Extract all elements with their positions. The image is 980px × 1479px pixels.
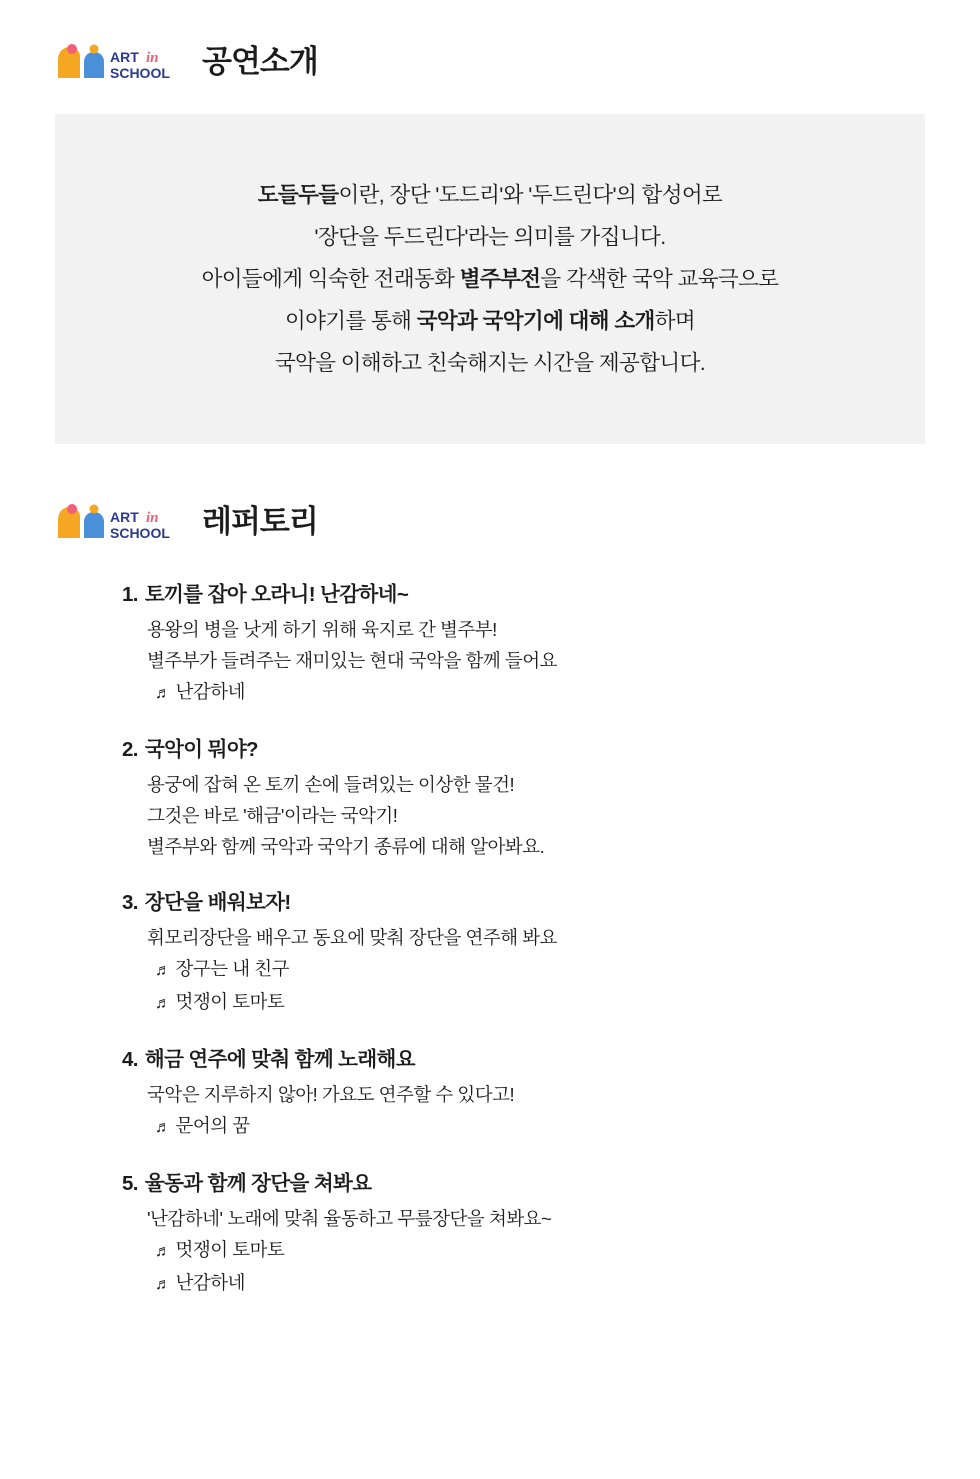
intro-run: '장단을 두드린다'라는 의미를 가집니다. — [314, 225, 666, 249]
intro-emphasis: 도들두들 — [257, 183, 339, 207]
repertoire-item — [122, 888, 980, 1019]
repertoire-item-body — [122, 922, 980, 1019]
svg-text:in: in — [146, 50, 159, 66]
repertoire-item-number: 4. — [122, 1048, 138, 1071]
repertoire-item — [122, 735, 980, 862]
repertoire-item-number: 3. — [122, 891, 138, 914]
repertoire-item-body — [122, 1079, 980, 1143]
repertoire-item-title-row — [122, 735, 980, 765]
repertoire-item-body — [122, 1203, 980, 1300]
music-note-icon: ♬ — [155, 685, 171, 702]
intro-line — [202, 216, 779, 258]
repertoire-item-title: 율동과 함께 장단을 쳐봐요 — [144, 1172, 372, 1195]
page-title-intro: 공연소개 — [202, 43, 318, 79]
repertoire-section — [0, 498, 980, 1300]
repertoire-item-title: 토끼를 잡아 오라니! 난감하네~ — [144, 583, 409, 606]
repertoire-item-number: 1. — [122, 583, 138, 606]
repertoire-item-description: 별주부와 함께 국악과 국악기 종류에 대해 알아봐요. — [147, 836, 545, 857]
intro-run: 이란, 장단 '도드리'와 '두드린다'의 합성어로 — [338, 183, 723, 207]
repertoire-song-row — [147, 1267, 980, 1300]
repertoire-item-number: 5. — [122, 1172, 138, 1195]
repertoire-item-title-row — [122, 580, 980, 610]
svg-text:SCHOOL: SCHOOL — [110, 525, 170, 541]
repertoire-item-description: 용왕의 병을 낫게 하기 위해 육지로 간 별주부! — [147, 619, 497, 640]
repertoire-song-row — [147, 1234, 980, 1267]
repertoire-item-title-row — [122, 1045, 980, 1075]
repertoire-section-header — [0, 498, 980, 548]
repertoire-item-title-row — [122, 888, 980, 918]
intro-line — [202, 174, 779, 216]
repertoire-item-number: 2. — [122, 738, 138, 761]
svg-text:SCHOOL: SCHOOL — [110, 65, 170, 81]
repertoire-song-title: 멋쟁이 토마토 — [175, 1239, 285, 1260]
repertoire-item-body — [122, 769, 980, 862]
repertoire-item — [122, 580, 980, 709]
intro-line — [202, 300, 779, 342]
repertoire-song-title: 난감하네 — [175, 1272, 245, 1293]
repertoire-item-body — [122, 614, 980, 709]
intro-run: 을 각색한 국악 교육극으로 — [540, 267, 779, 291]
intro-text-box — [55, 114, 925, 444]
repertoire-song-row — [147, 986, 980, 1019]
intro-emphasis: 별주부전 — [459, 267, 541, 291]
repertoire-item-title: 국악이 뭐야? — [144, 738, 258, 761]
repertoire-item — [122, 1169, 980, 1300]
repertoire-item-description: 별주부가 들려주는 재미있는 현대 국악을 함께 들어요 — [147, 650, 558, 671]
repertoire-song-title: 멋쟁이 토마토 — [175, 991, 285, 1012]
repertoire-item-description: 휘모리장단을 배우고 동요에 맞춰 장단을 연주해 봐요 — [147, 927, 558, 948]
repertoire-item-title-row — [122, 1169, 980, 1199]
repertoire-song-title: 문어의 꿈 — [175, 1115, 250, 1136]
svg-text:ART: ART — [110, 49, 139, 65]
repertoire-song-row — [147, 953, 980, 986]
repertoire-song-title: 장구는 내 친구 — [175, 958, 290, 979]
music-note-icon: ♬ — [155, 1119, 171, 1136]
art-in-school-logo — [50, 38, 190, 88]
art-in-school-logo — [50, 498, 190, 548]
intro-run: 이야기를 통해 — [284, 309, 417, 333]
repertoire-item-title: 해금 연주에 맞춰 함께 노래해요 — [144, 1048, 415, 1071]
repertoire-item-title: 장단을 배워보자! — [144, 891, 291, 914]
music-note-icon: ♬ — [155, 962, 171, 979]
intro-line — [202, 342, 779, 384]
music-note-icon: ♬ — [155, 1276, 171, 1293]
repertoire-item — [122, 1045, 980, 1143]
intro-section-header — [0, 0, 980, 88]
repertoire-item-description: 그것은 바로 '해금'이라는 국악기! — [147, 805, 398, 826]
intro-line — [202, 258, 779, 300]
intro-run: 국악을 이해하고 친숙해지는 시간을 제공합니다. — [274, 351, 706, 375]
intro-run: 하며 — [654, 309, 696, 333]
repertoire-item-description: 용궁에 잡혀 온 토끼 손에 들려있는 이상한 물건! — [147, 774, 515, 795]
repertoire-item-description: '난감하네' 노래에 맞춰 율동하고 무릎장단을 쳐봐요~ — [147, 1208, 552, 1229]
repertoire-song-row — [147, 676, 980, 709]
repertoire-list — [0, 580, 980, 1300]
intro-text — [202, 174, 779, 384]
svg-text:in: in — [146, 510, 159, 526]
intro-emphasis: 국악과 국악기에 대해 소개 — [416, 309, 655, 333]
music-note-icon: ♬ — [155, 1243, 171, 1260]
music-note-icon: ♬ — [155, 995, 171, 1012]
svg-text:ART: ART — [110, 509, 139, 525]
repertoire-song-row — [147, 1110, 980, 1143]
repertoire-song-title: 난감하네 — [175, 681, 245, 702]
page-title-repertoire: 레퍼토리 — [202, 503, 318, 539]
intro-run: 아이들에게 익숙한 전래동화 — [201, 267, 460, 291]
repertoire-item-description: 국악은 지루하지 않아! 가요도 연주할 수 있다고! — [147, 1084, 515, 1105]
